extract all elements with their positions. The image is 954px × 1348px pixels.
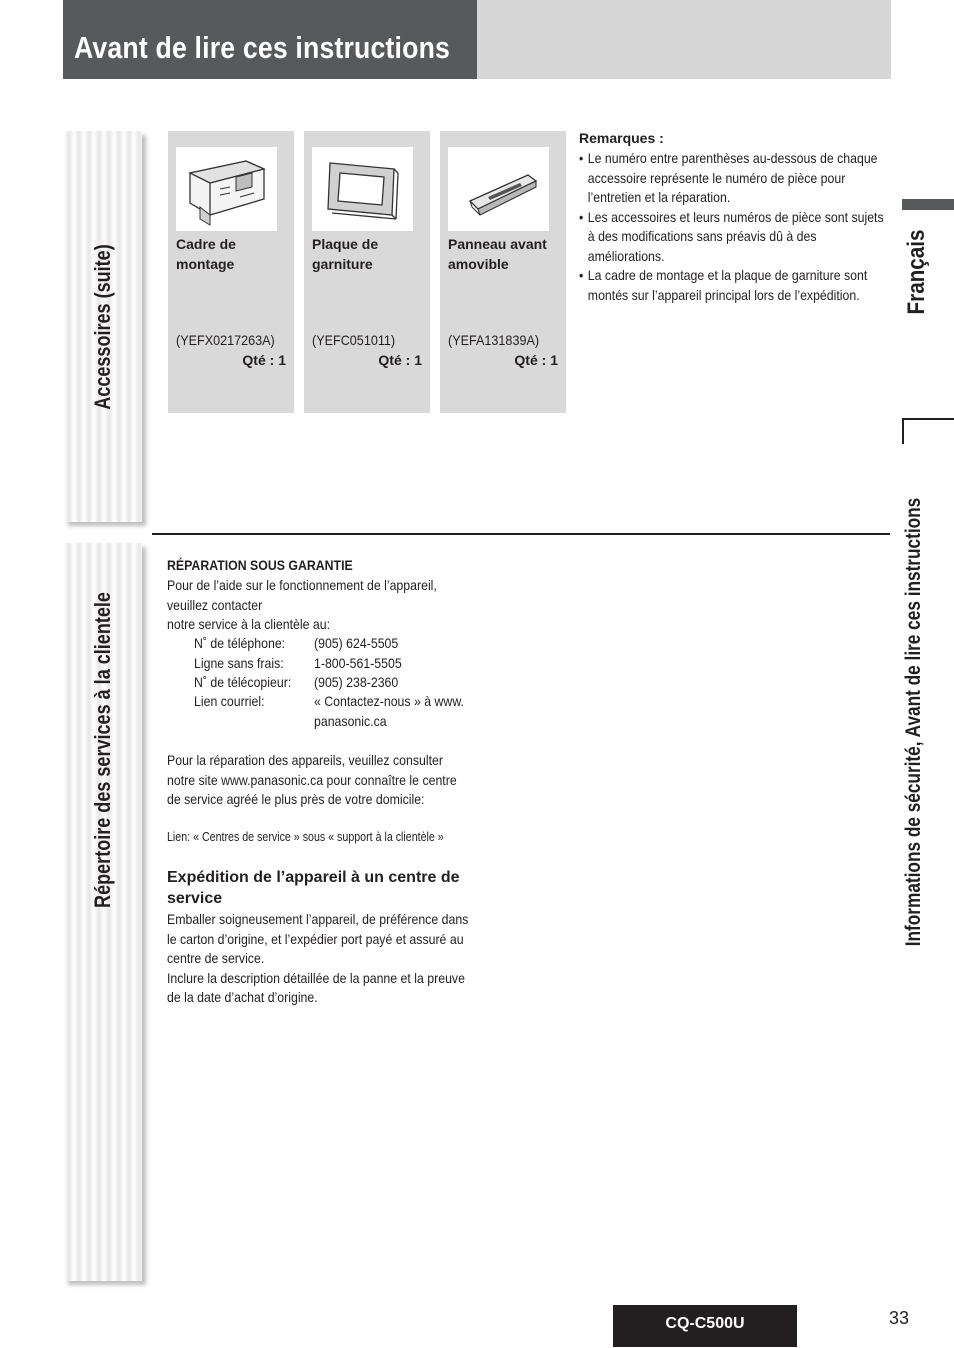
accessory-quantity: Qté : 1 <box>242 352 286 368</box>
remark-item: • Les accessoires et leurs numéros de pièce sont sujets à des modifications sans préavis dû à des améliorations. <box>579 208 887 267</box>
contact-value: « Contactez-nous » à www. <box>314 693 464 709</box>
section-tab-label: Informations de sécurité, Avant de lire ces instructions <box>902 497 925 947</box>
remarks-title: Remarques : <box>579 130 664 146</box>
contact-label: Lien courriel: <box>194 693 265 709</box>
warranty-title <box>167 556 527 576</box>
service-link-note-text: Lien: « Centres de service » sous « support à la clientèle » <box>167 829 444 844</box>
section-divider <box>152 533 890 535</box>
side-tab-accessories-label: Accessoires (suite) <box>90 243 115 410</box>
shipping-title-line: Expédition de l’appareil à un centre de <box>167 869 460 886</box>
remark-item: • Le numéro entre parenthèses au-dessous de chaque accessoire représente le numéro de pièce pour l’entretien et la réparation. <box>579 149 887 208</box>
contact-value: (905) 238-2360 <box>314 674 399 690</box>
contact-value-continued: panasonic.ca <box>314 713 387 729</box>
contact-label: N˚ de téléphone: <box>194 635 286 651</box>
service-link-note <box>167 827 527 847</box>
accessory-name: Panneau avant amovible <box>448 236 547 272</box>
mounting-collar-icon <box>176 147 277 231</box>
side-tab-accessories <box>64 131 142 522</box>
remarks-list <box>579 149 899 305</box>
contact-label: N˚ de télécopieur: <box>194 674 292 690</box>
language-tab-marker <box>902 199 954 210</box>
accessory-name: Plaque de garniture <box>312 236 379 272</box>
contact-value: (905) 624-5505 <box>314 635 399 651</box>
section-tab-marker-edge <box>902 418 904 444</box>
warranty-intro-line: veuillez contacter <box>167 596 263 613</box>
repair-line: notre site www.panasonic.ca pour connaître le centre <box>167 771 457 788</box>
shipping-body <box>167 910 527 1008</box>
shipping-line: de la date d’achat d’origine. <box>167 989 318 1005</box>
accessory-part-number: (YEFA131839A) <box>448 332 540 348</box>
accessory-card-face-plate <box>440 131 566 413</box>
removable-face-plate-icon <box>448 147 549 231</box>
accessory-quantity: Qté : 1 <box>514 352 558 368</box>
warranty-intro <box>167 576 527 635</box>
shipping-line: Emballer soigneusement l’appareil, de préférence dans <box>167 911 469 927</box>
accessory-quantity: Qté : 1 <box>378 352 422 368</box>
model-number-badge: CQ-C500U <box>613 1305 797 1347</box>
section-tab-marker <box>902 418 954 420</box>
shipping-line: Inclure la description détaillée de la panne et la preuve <box>167 969 465 986</box>
accessory-part-number: (YEFX0217263A) <box>176 332 275 348</box>
contact-value: 1-800-561-5505 <box>314 655 402 671</box>
language-tab <box>903 223 931 322</box>
section-tab <box>902 449 926 996</box>
language-tab-label: Français <box>903 229 930 315</box>
warranty-intro-line: Pour de l’aide sur le fonctionnement de l’appareil, <box>167 577 437 593</box>
repair-line: Pour la réparation des appareils, veuillez consulter <box>167 752 443 768</box>
side-tab-directory <box>64 543 142 1281</box>
shipping-title <box>167 867 517 909</box>
trim-plate-icon <box>312 147 413 231</box>
accessory-card-mounting-collar <box>168 131 294 413</box>
accessory-part-number: (YEFC051011) <box>312 332 396 348</box>
shipping-line: centre de service. <box>167 950 265 966</box>
shipping-title-line: service <box>167 890 223 907</box>
accessory-card-trim-plate <box>304 131 430 413</box>
side-tab-directory-label: Répertoire des services à la clientele <box>90 591 115 908</box>
shipping-line: le carton d’origine, et l’expédier port payé et assuré au <box>167 930 464 947</box>
warranty-title-text: RÉPARATION SOUS GARANTIE <box>167 557 353 573</box>
accessory-name: Cadre de montage <box>176 236 236 272</box>
page-title: Avant de lire ces instructions <box>74 30 451 65</box>
page-number: 33 <box>889 1308 910 1328</box>
warranty-repair-info <box>167 751 527 810</box>
contact-label: Ligne sans frais: <box>194 655 284 671</box>
remark-item: • La cadre de montage et la plaque de garniture sont montés sur l’appareil principal lors de l’expédition. <box>579 266 887 305</box>
repair-line: de service agréé le plus près de votre domicile: <box>167 791 425 807</box>
warranty-intro-line: notre service à la clientèle au: <box>167 616 330 632</box>
